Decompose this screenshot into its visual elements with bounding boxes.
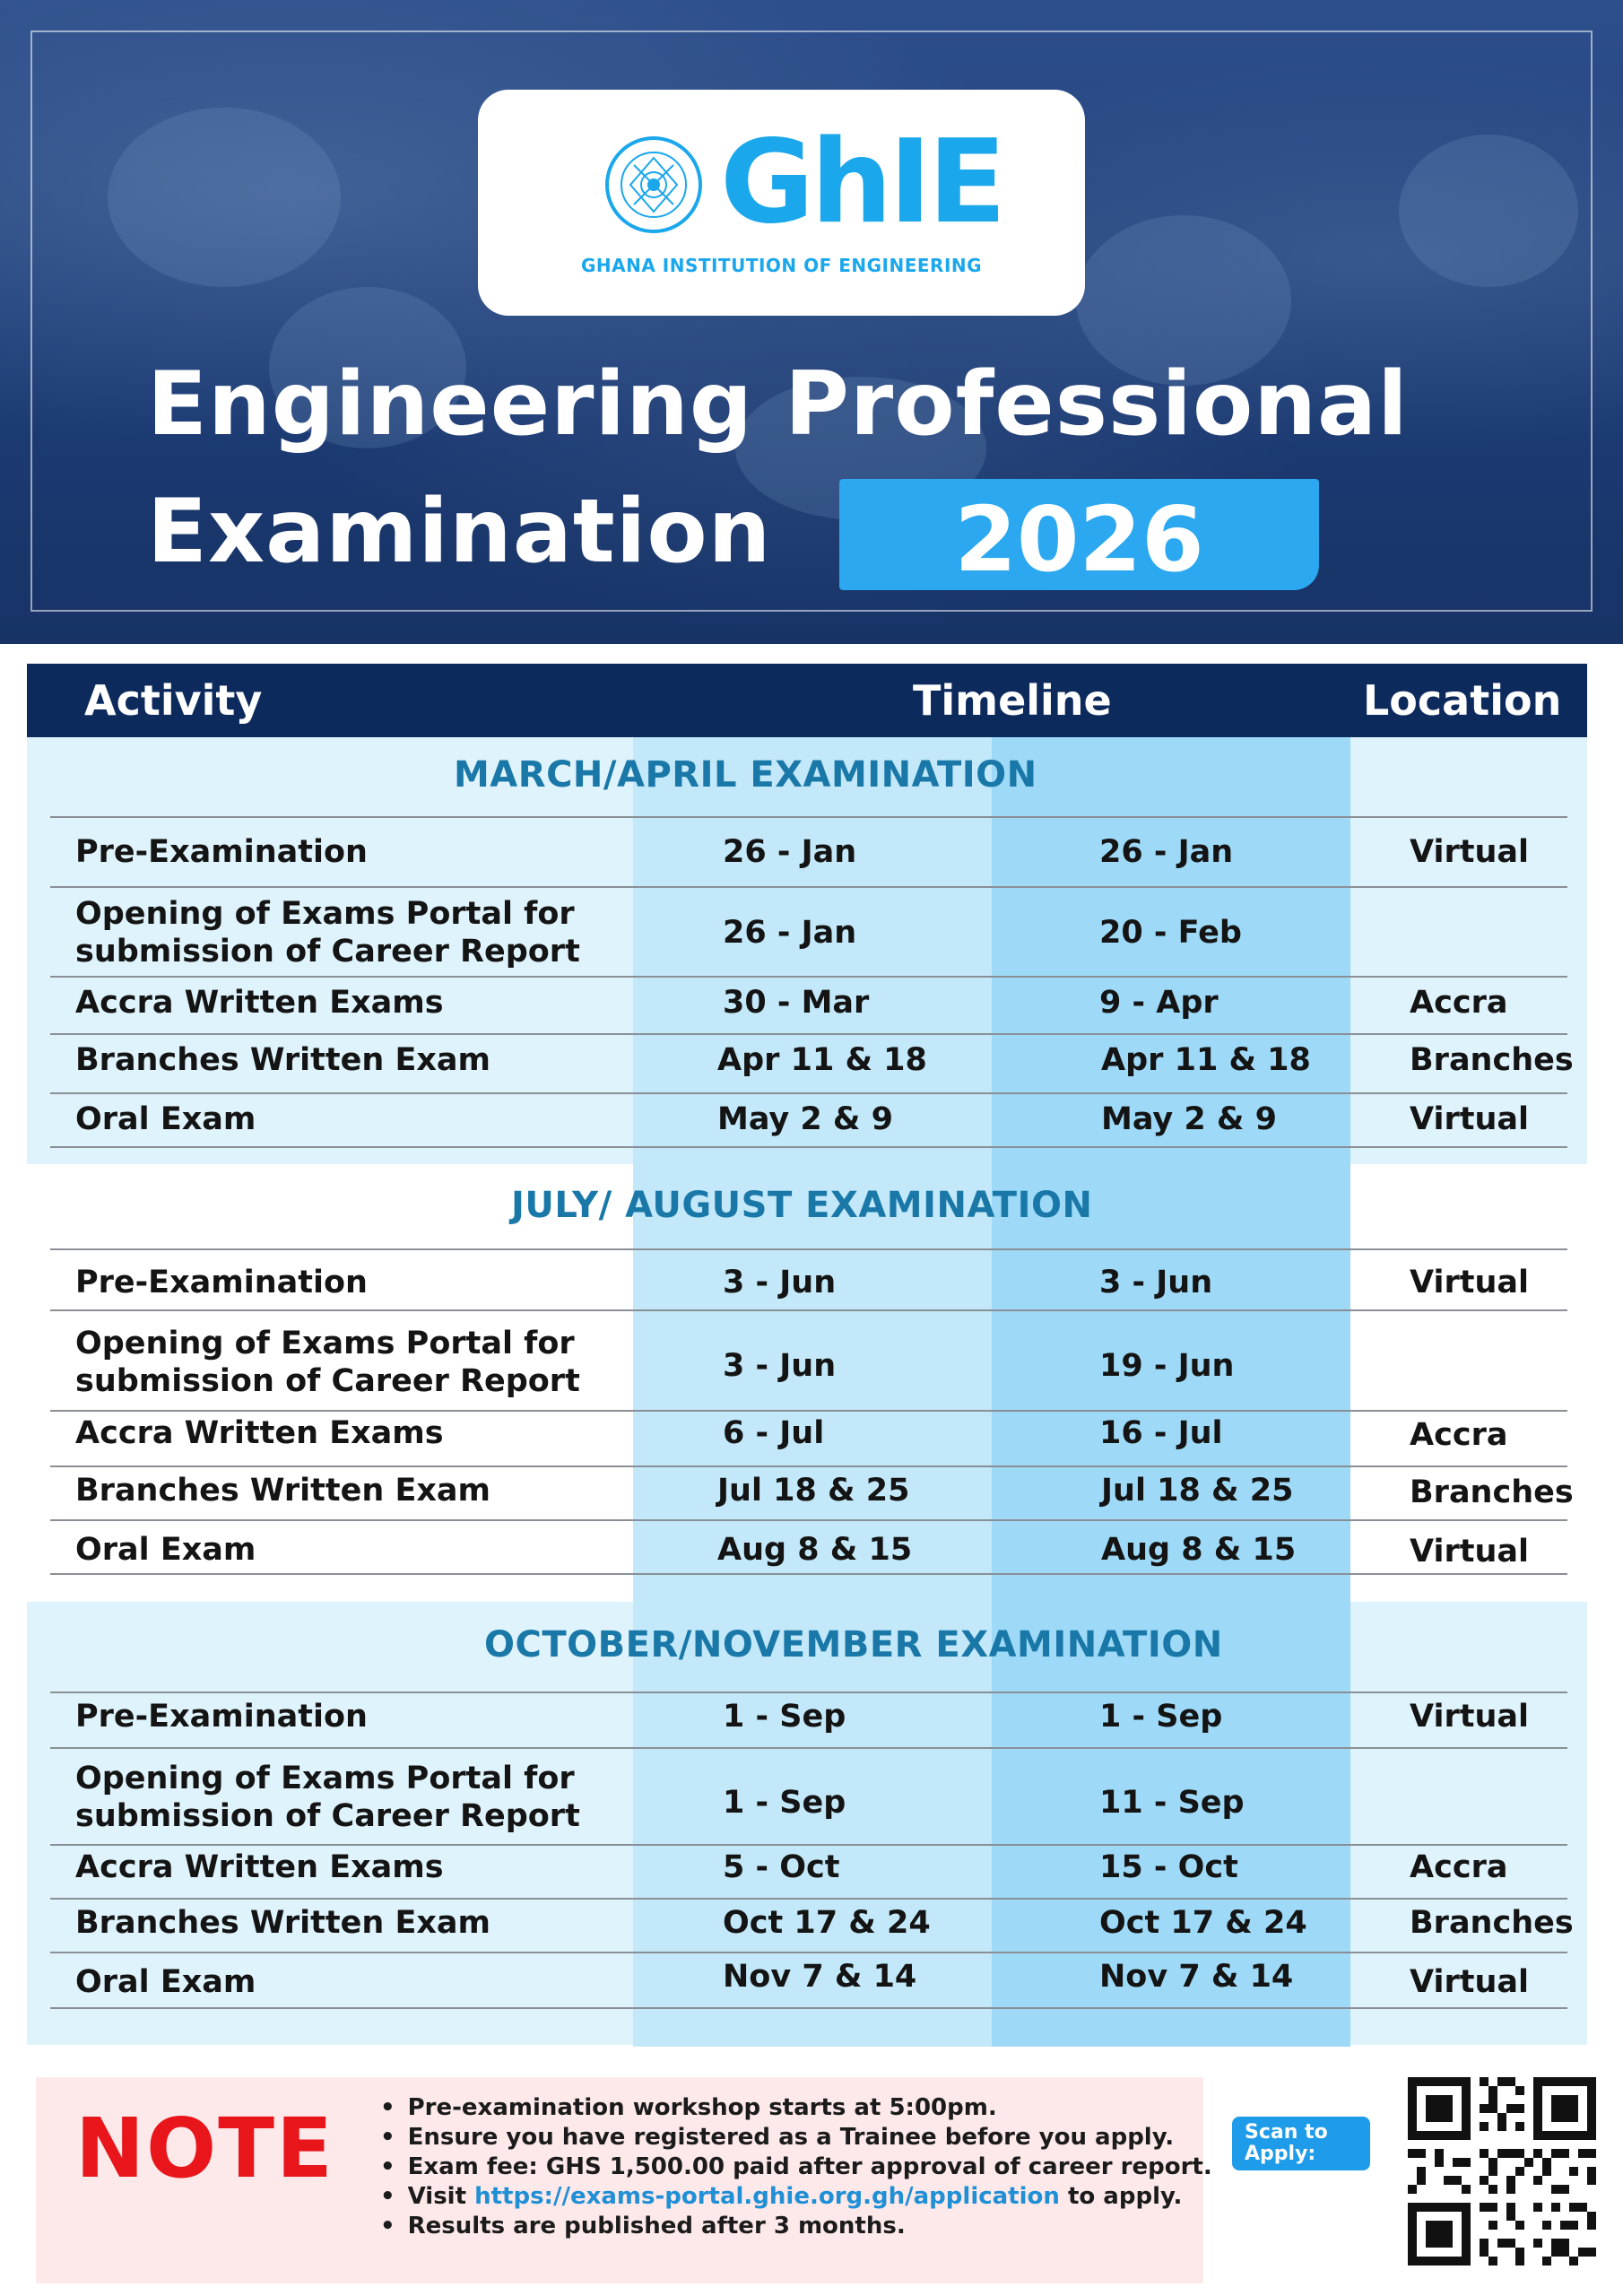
cell-location: Branches xyxy=(1410,1474,1574,1510)
header-activity: Activity xyxy=(84,676,263,725)
row-divider xyxy=(50,1033,1567,1035)
row-divider xyxy=(50,976,1567,978)
cell-location: Virtual xyxy=(1410,1101,1529,1137)
cell-activity: Branches Written Exam xyxy=(75,1042,491,1078)
page-title-line2: Examination xyxy=(147,481,772,583)
cell-activity: Pre-Examination xyxy=(75,834,368,870)
cell-activity: Accra Written Exams xyxy=(75,1415,444,1451)
row-divider xyxy=(50,1898,1567,1900)
cell-start: Jul 18 & 25 xyxy=(717,1473,910,1509)
cell-end: 15 - Oct xyxy=(1099,1849,1238,1885)
note-item: • Results are published after 3 months. xyxy=(380,2212,1212,2241)
cell-activity: Oral Exam xyxy=(75,1964,256,2000)
cell-end: Jul 18 & 25 xyxy=(1101,1473,1294,1509)
cell-start: Aug 8 & 15 xyxy=(717,1532,913,1568)
row-divider xyxy=(50,1092,1567,1094)
scan-label: Scan to Apply: xyxy=(1245,2121,1328,2165)
logo-subtitle: GHANA INSTITUTION OF ENGINEERING xyxy=(580,255,983,276)
cell-end: May 2 & 9 xyxy=(1101,1101,1277,1137)
row-divider xyxy=(50,1573,1567,1575)
cell-start: 1 - Sep xyxy=(723,1785,846,1821)
cell-start: 26 - Jan xyxy=(723,915,857,951)
cell-location: Accra xyxy=(1410,1849,1508,1885)
cell-end: 1 - Sep xyxy=(1099,1699,1223,1735)
cell-start: Apr 11 & 18 xyxy=(717,1042,927,1078)
header-location: Location xyxy=(1363,676,1562,725)
cell-location: Accra xyxy=(1410,985,1508,1021)
cell-activity: Opening of Exams Portal for submission of Career Report xyxy=(75,1326,580,1399)
cell-location: Virtual xyxy=(1410,1265,1529,1300)
cell-end: Nov 7 & 14 xyxy=(1099,1959,1294,1995)
scan-to-apply-badge xyxy=(1232,2117,1370,2170)
cell-end: 20 - Feb xyxy=(1099,915,1242,951)
row-divider xyxy=(50,1844,1567,1846)
cell-activity: Pre-Examination xyxy=(75,1265,368,1300)
table-header xyxy=(27,664,1587,737)
cell-start: 26 - Jan xyxy=(723,834,857,870)
cell-activity: Accra Written Exams xyxy=(75,985,444,1021)
visit-prefix: Visit xyxy=(407,2183,467,2210)
cell-end: 11 - Sep xyxy=(1099,1785,1245,1821)
row-divider xyxy=(50,1747,1567,1749)
row-divider xyxy=(50,1465,1567,1467)
section-title-march-april: MARCH/APRIL EXAMINATION xyxy=(454,754,1037,796)
cell-location: Virtual xyxy=(1410,1964,1529,2000)
cell-end: 26 - Jan xyxy=(1099,834,1234,870)
cell-start: Nov 7 & 14 xyxy=(723,1959,917,1995)
note-item: • Ensure you have registered as a Trainee before you apply. xyxy=(380,2123,1212,2152)
row-divider xyxy=(50,1410,1567,1412)
logo-wordmark: GhIE xyxy=(720,116,1003,249)
note-title: NOTE xyxy=(75,2100,334,2196)
cell-end: Apr 11 & 18 xyxy=(1101,1042,1311,1078)
cell-location: Branches xyxy=(1410,1042,1574,1078)
cell-activity: Opening of Exams Portal for submission of Career Report xyxy=(75,1761,580,1834)
cell-activity: Branches Written Exam xyxy=(75,1473,491,1509)
cell-location: Virtual xyxy=(1410,1699,1529,1735)
cell-activity: Oral Exam xyxy=(75,1101,256,1137)
cell-start: 5 - Oct xyxy=(723,1849,840,1885)
section-title-october-november: OCTOBER/NOVEMBER EXAMINATION xyxy=(484,1624,1223,1665)
note-box xyxy=(36,2077,1212,2283)
cell-start: 3 - Jun xyxy=(723,1348,837,1384)
ghie-seal-icon xyxy=(603,135,704,235)
row-divider xyxy=(50,816,1567,818)
section-title-july-august: JULY/ AUGUST EXAMINATION xyxy=(511,1185,1093,1226)
cell-end: 19 - Jun xyxy=(1099,1348,1235,1384)
cell-end: Oct 17 & 24 xyxy=(1099,1905,1307,1941)
year-text: 2026 xyxy=(954,487,1204,592)
row-divider xyxy=(50,2007,1567,2009)
qr-code-icon[interactable] xyxy=(1408,2077,1596,2266)
header-timeline: Timeline xyxy=(913,676,1112,725)
note-item-visit xyxy=(380,2182,1212,2212)
cell-end: 16 - Jul xyxy=(1099,1415,1223,1451)
row-divider xyxy=(50,886,1567,888)
row-divider xyxy=(50,1248,1567,1250)
row-divider xyxy=(50,1519,1567,1521)
cell-activity: Accra Written Exams xyxy=(75,1849,444,1885)
cell-end: 3 - Jun xyxy=(1099,1265,1213,1300)
hero-banner xyxy=(0,0,1623,644)
year-badge xyxy=(839,479,1319,590)
cell-end: Aug 8 & 15 xyxy=(1101,1532,1297,1568)
cell-start: 30 - Mar xyxy=(723,985,870,1021)
cell-start: 6 - Jul xyxy=(723,1415,825,1451)
cell-start: 3 - Jun xyxy=(723,1265,837,1300)
visit-suffix: to apply. xyxy=(1067,2183,1183,2210)
cell-activity: Opening of Exams Portal for submission of Career Report xyxy=(75,896,580,970)
page-title-line1: Engineering Professional xyxy=(147,353,1409,456)
logo-card xyxy=(478,90,1085,316)
row-divider xyxy=(50,1952,1567,1953)
note-list xyxy=(380,2093,1212,2241)
cell-location: Branches xyxy=(1410,1905,1574,1941)
cell-location: Virtual xyxy=(1410,1534,1529,1570)
row-divider xyxy=(50,1692,1567,1693)
cell-start: 1 - Sep xyxy=(723,1699,846,1735)
note-item: • Exam fee: GHS 1,500.00 paid after approval of career report. xyxy=(380,2152,1212,2182)
cell-activity: Pre-Examination xyxy=(75,1699,368,1735)
cell-activity: Branches Written Exam xyxy=(75,1905,491,1941)
note-item: • Pre-examination workshop starts at 5:00pm. xyxy=(380,2093,1212,2123)
cell-start: Oct 17 & 24 xyxy=(723,1905,931,1941)
cell-end: 9 - Apr xyxy=(1099,985,1219,1021)
cell-start: May 2 & 9 xyxy=(717,1101,893,1137)
application-portal-link[interactable]: https://exams-portal.ghie.org.gh/application xyxy=(474,2183,1060,2210)
cell-activity: Oral Exam xyxy=(75,1532,256,1568)
row-divider xyxy=(50,1309,1567,1311)
cell-location: Virtual xyxy=(1410,834,1529,870)
cell-location: Accra xyxy=(1410,1417,1508,1453)
row-divider xyxy=(50,1146,1567,1148)
